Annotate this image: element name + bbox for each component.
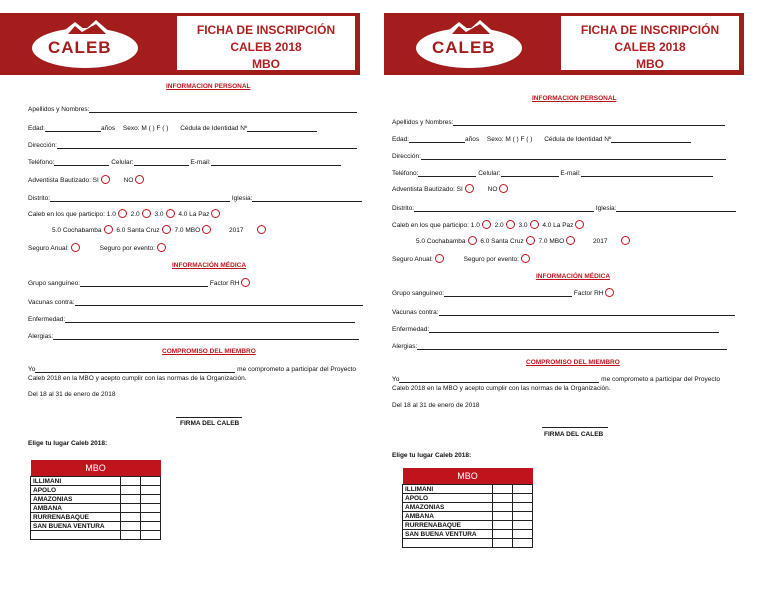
adventist-row [392,184,510,196]
age-field[interactable] [409,134,465,143]
cell-label: Celular: [111,159,134,166]
mbo-table-header: MBO [31,460,161,477]
section-commitment: COMPROMISO DEL MIEMBRO [526,359,620,366]
caleb-4-label: 4.0 La Paz [542,222,574,229]
insurance-event-label: Seguro por evento: [463,256,519,263]
calebs-label: Caleb en los que participo: 1.0 [28,211,116,218]
allergies-field[interactable] [53,331,359,340]
caleb-3-label: 3.0 [518,222,528,229]
years-label: años [101,125,116,132]
age-field[interactable] [45,123,101,132]
blood-field[interactable] [80,278,208,287]
title-line2: CALEB 2018 [614,40,686,54]
calebs-row2 [52,225,268,237]
adventist-yes-radio[interactable] [465,184,474,193]
rh-label: Factor RH [209,280,240,287]
table-row[interactable]: AMBANA [31,504,161,513]
insurance-row [28,243,168,255]
caleb-3-radio[interactable] [530,220,539,229]
caleb-7-radio[interactable] [566,236,575,245]
church-label: Iglesia: [231,195,253,202]
phone-label: Teléfono: [392,170,419,177]
rh-radio[interactable] [605,288,614,297]
phone-field[interactable] [418,168,476,177]
caleb-6-label: 6.0 Santa Cruz [480,238,524,245]
mbo-table [30,460,161,540]
insurance-event-radio[interactable] [157,243,166,252]
allergies-row [392,341,727,351]
caleb-3-radio[interactable] [166,209,175,218]
id-field[interactable] [611,134,691,143]
caleb-4-radio[interactable] [211,209,220,218]
caleb-2017-label: 2017 [228,227,244,234]
address-label: Dirección: [392,153,421,160]
caleb-2-label: 2.0 [130,211,140,218]
district-label: Distrito: [28,195,51,202]
district-label: Distrito: [392,205,415,212]
calebs-row [392,220,586,232]
caleb-7-label: 7.0 MBO [538,238,565,245]
adventist-label: Adventista Bautizado: SI [28,177,99,184]
cell-label: Celular: [478,170,501,177]
commitment-row [392,374,720,384]
registration-form-right [384,0,764,594]
title-line3: MBO [636,57,664,71]
signature-line[interactable] [176,409,242,418]
table-row[interactable]: AMBANA [403,512,533,521]
vaccines-field[interactable] [439,307,735,316]
title-box [558,13,742,73]
insurance-annual-radio[interactable] [435,254,444,263]
disease-row [392,324,719,334]
table-row[interactable]: AMAZONIAS [403,503,533,512]
title-line1: FICHA DE INSCRIPCIÓN [580,23,720,37]
id-label: Cédula de Identidad Nº [180,125,248,132]
choice-label: Elige tu lugar Caleb 2018: [392,452,472,459]
insurance-event-label: Seguro por evento: [99,245,155,252]
insurance-event-radio[interactable] [521,254,530,263]
signature-line[interactable] [542,419,608,428]
allergies-label: Alergias: [392,343,418,350]
name-label: Apellidos y Nombres: [28,106,90,113]
vaccines-label: Vacunas contra: [392,309,439,316]
adventist-row [28,175,146,187]
registration-form-left [0,0,380,594]
caleb-2017-radio[interactable] [257,225,266,234]
caleb-5-radio[interactable] [104,225,113,234]
address-row [392,151,726,161]
commitment-name-field[interactable] [399,374,599,383]
mbo-table [402,468,533,548]
commitment-text1: me comprometo a participar del Proyecto [237,366,357,373]
vaccines-row [28,297,363,307]
adventist-no-label: NO [487,186,498,193]
age-label: Edad: [28,125,45,132]
title-line2: CALEB 2018 [230,40,302,54]
table-row[interactable] [403,539,533,548]
caleb-2017-label: 2017 [592,238,608,245]
table-row[interactable]: SAN BUENA VENTURA [31,522,161,531]
signature-label: FIRMA DEL CALEB [180,420,240,427]
allergies-field[interactable] [417,341,727,350]
insurance-label: Seguro Anual: [392,256,433,263]
caleb-1-radio[interactable] [118,209,127,218]
name-row [392,117,725,127]
commitment-row [28,364,356,374]
address-label: Dirección: [28,142,57,149]
district-row [28,193,362,203]
adventist-no-radio[interactable] [135,175,144,184]
cell-field[interactable] [501,168,559,177]
caleb-5-label: 5.0 Cochabamba [52,227,102,234]
section-personal: INFORMACION PERSONAL [532,95,617,102]
caleb-5-radio[interactable] [468,236,477,245]
name-field[interactable] [89,104,357,113]
blood-label: Grupo sanguíneo: [28,280,81,287]
calebs-row2 [416,236,632,248]
table-row[interactable]: RURRENABAQUE [403,521,533,530]
caleb-5-label: 5.0 Cochabamba [416,238,466,245]
caleb-4-label: 4.0 La Paz [178,211,210,218]
id-field[interactable] [247,123,317,132]
caleb-6-label: 6.0 Santa Cruz [116,227,160,234]
caleb-4-radio[interactable] [575,220,584,229]
disease-row [28,314,355,324]
phone-label: Teléfono: [28,159,55,166]
commitment-dates: Del 18 al 31 de enero de 2018 [28,391,116,398]
id-label: Cédula de Identidad Nº [544,136,612,143]
yo-label: Yo [28,366,36,373]
insurance-row [392,254,532,266]
caleb-7-label: 7.0 MBO [174,227,201,234]
caleb-2-radio[interactable] [142,209,151,218]
table-row[interactable]: APOLO [31,486,161,495]
age-row [392,134,691,144]
blood-row [28,278,252,290]
adventist-label: Adventista Bautizado: SI [392,186,463,193]
allergies-label: Alergias: [28,333,54,340]
church-label: Iglesia: [595,205,617,212]
commitment-text2: Caleb 2018 en la MBO y acepto cumplir con las normas de la Organización. [392,385,611,392]
logo-text: CALEB [48,38,112,57]
cell-field[interactable] [134,157,189,166]
logo-text: CALEB [432,38,496,57]
blood-row [392,288,616,300]
name-label: Apellidos y Nombres: [392,119,454,126]
caleb-7-radio[interactable] [202,225,211,234]
section-medical: INFORMACIÓN MÉDICA [172,262,247,269]
choice-label: Elige tu lugar Caleb 2018: [28,440,108,447]
years-label: años [465,136,480,143]
district-field[interactable] [50,193,230,202]
commitment-text2: Caleb 2018 en la MBO y acepto cumplir con las normas de la Organización. [28,375,247,382]
blood-field[interactable] [444,288,572,297]
blood-label: Grupo sanguíneo: [392,290,445,297]
email-field[interactable] [211,157,341,166]
table-row[interactable]: ILLIMANI [403,485,533,494]
adventist-no-label: NO [123,177,134,184]
caleb-1-radio[interactable] [482,220,491,229]
disease-field[interactable] [65,314,355,323]
title-box [174,13,358,73]
caleb-2-label: 2.0 [494,222,504,229]
vaccines-label: Vacunas contra: [28,299,75,306]
insurance-label: Seguro Anual: [28,245,69,252]
commitment-text1: me comprometo a participar del Proyecto [601,376,721,383]
table-row[interactable]: SAN BUENA VENTURA [403,530,533,539]
yo-label: Yo [392,376,400,383]
section-personal: INFORMACION PERSONAL [166,83,251,90]
rh-label: Factor RH [573,290,604,297]
table-row[interactable]: ILLIMANI [31,477,161,486]
title-line1: FICHA DE INSCRIPCIÓN [196,23,336,37]
vaccines-field[interactable] [75,297,363,306]
address-field[interactable] [57,140,357,149]
age-row [28,123,317,133]
commitment-name-field[interactable] [35,364,235,373]
title-line3: MBO [252,57,280,71]
church-field[interactable] [252,193,362,202]
caleb-2-radio[interactable] [506,220,515,229]
email-label: E-mail: [190,159,211,166]
disease-field[interactable] [429,324,719,333]
table-row[interactable]: RURRENABAQUE [31,513,161,522]
name-field[interactable] [453,117,725,126]
church-field[interactable] [616,203,736,212]
sex-label: Sexo: M ( ) F ( ) [486,136,533,143]
phone-row [392,168,713,178]
age-label: Edad: [392,136,409,143]
district-row [392,203,736,213]
calebs-row [28,209,222,221]
section-medical: INFORMACIÓN MÉDICA [536,273,611,280]
allergies-row [28,331,359,341]
table-row[interactable]: APOLO [403,494,533,503]
disease-label: Enfermedad: [28,316,66,323]
phone-row [28,157,341,167]
insurance-annual-radio[interactable] [71,243,80,252]
table-row[interactable]: AMAZONIAS [31,495,161,504]
sex-label: Sexo: M ( ) F ( ) [122,125,169,132]
caleb-6-radio[interactable] [162,225,171,234]
vaccines-row [392,307,735,317]
name-row [28,104,357,114]
caleb-6-radio[interactable] [526,236,535,245]
adventist-yes-radio[interactable] [101,175,110,184]
commitment-dates: Del 18 al 31 de enero de 2018 [392,402,480,409]
district-field[interactable] [414,203,594,212]
section-commitment: COMPROMISO DEL MIEMBRO [162,348,256,355]
adventist-no-radio[interactable] [499,184,508,193]
caleb-3-label: 3.0 [154,211,164,218]
phone-field[interactable] [54,157,109,166]
rh-radio[interactable] [241,278,250,287]
disease-label: Enfermedad: [392,326,430,333]
email-field[interactable] [581,168,713,177]
signature-label: FIRMA DEL CALEB [544,431,604,438]
email-label: E-mail: [560,170,581,177]
calebs-label: Caleb en los que participo: 1.0 [392,222,480,229]
caleb-2017-radio[interactable] [621,236,630,245]
address-row [28,140,357,150]
table-row[interactable] [31,531,161,540]
mbo-table-header: MBO [403,468,533,485]
address-field[interactable] [421,151,726,160]
